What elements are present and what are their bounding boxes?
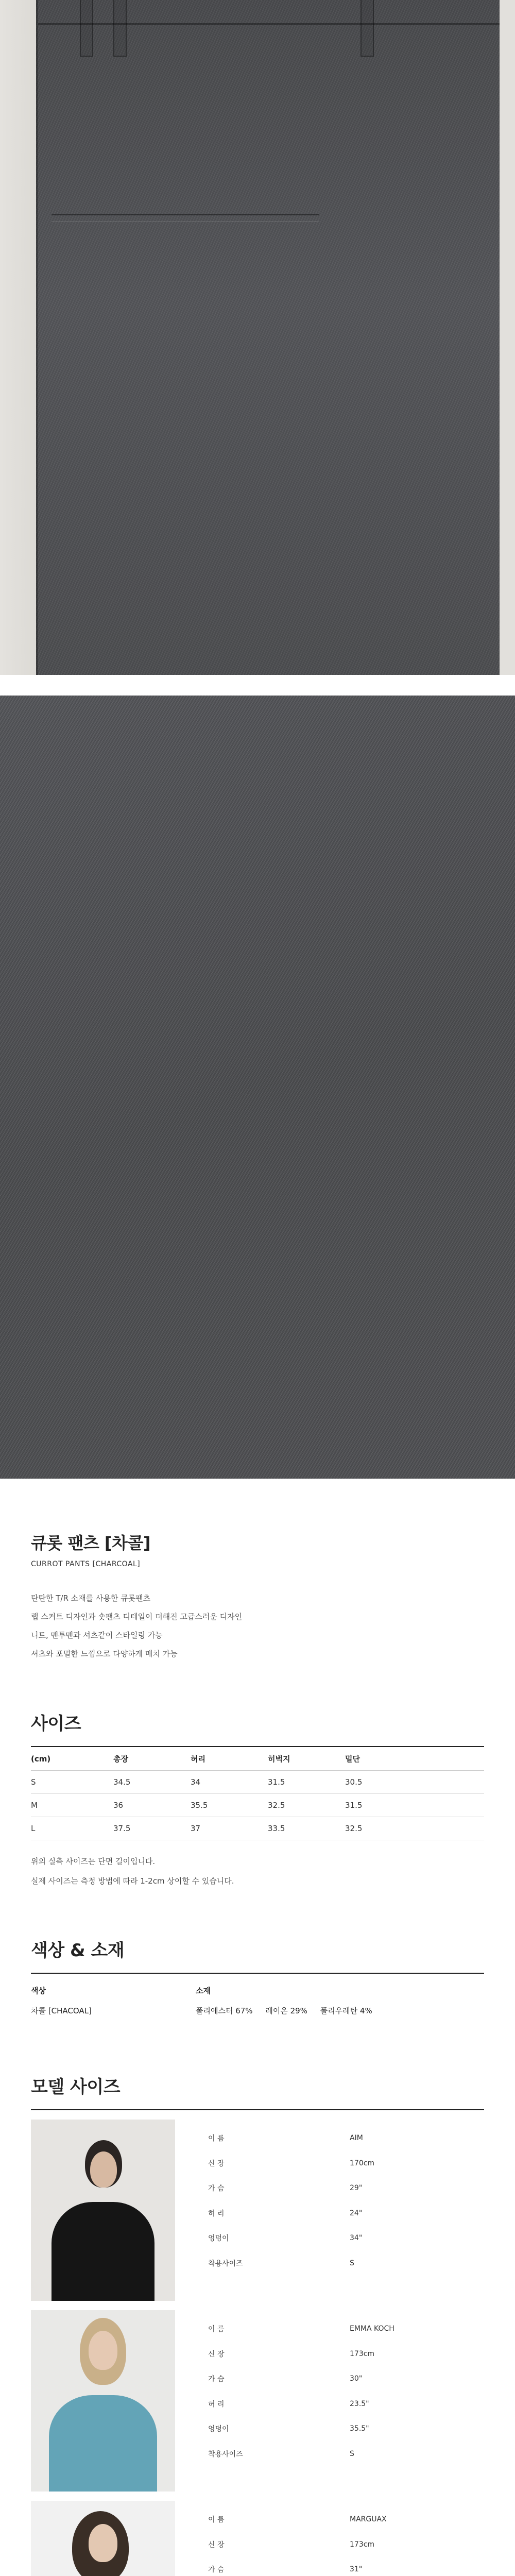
table-header: 히벅지 bbox=[268, 1747, 345, 1771]
label-height: 신 장 bbox=[208, 2540, 225, 2549]
table-cell: 32.5 bbox=[345, 1817, 484, 1840]
model-size: S bbox=[350, 2259, 354, 2267]
description-line: 셔츠와 포멀한 느낌으로 다양하게 매치 가능 bbox=[31, 1649, 178, 1658]
table-cell: M bbox=[31, 1794, 113, 1817]
table-header-row bbox=[31, 1747, 484, 1771]
background-left bbox=[0, 0, 36, 675]
model-chest: 31" bbox=[350, 2565, 363, 2574]
material-values bbox=[196, 2005, 383, 2016]
table-cell: S bbox=[31, 1771, 113, 1794]
label-size: 착용사이즈 bbox=[208, 2259, 243, 2268]
model-chest: 30" bbox=[350, 2375, 363, 2383]
table-header: 총장 bbox=[113, 1747, 191, 1771]
size-table bbox=[31, 1747, 484, 1840]
table-cell: L bbox=[31, 1817, 113, 1840]
table-row bbox=[31, 1794, 484, 1817]
product-name: 큐롯 팬츠 [차콜] bbox=[31, 1533, 151, 1553]
table-cell: 31.5 bbox=[345, 1794, 484, 1817]
model-size: S bbox=[350, 2449, 354, 2458]
color-material-values bbox=[31, 2005, 484, 2016]
table-row bbox=[31, 1817, 484, 1840]
divider bbox=[31, 2109, 484, 2110]
label-chest: 가 슴 bbox=[208, 2375, 225, 2384]
model-info bbox=[208, 2310, 484, 2492]
model-info bbox=[208, 2120, 484, 2301]
table-cell: 37 bbox=[191, 1817, 268, 1840]
color-material-section bbox=[31, 1936, 484, 2016]
model-photo bbox=[31, 2120, 175, 2301]
table-cell: 32.5 bbox=[268, 1794, 345, 1817]
model-card bbox=[31, 2501, 484, 2576]
belt-loop bbox=[80, 0, 93, 57]
label-height: 신 장 bbox=[208, 2159, 225, 2168]
size-section bbox=[31, 1709, 484, 1891]
model-name: AIM bbox=[350, 2134, 363, 2143]
fabric-closeup-photo bbox=[0, 696, 515, 1479]
label-chest: 가 슴 bbox=[208, 2184, 225, 2193]
material-item: 폴리우레탄 4% bbox=[320, 2006, 372, 2015]
material-label: 소재 bbox=[196, 1986, 211, 1995]
size-title: 사이즈 bbox=[31, 1714, 81, 1734]
model-hip: 35.5" bbox=[350, 2425, 369, 2433]
product-info bbox=[0, 1530, 515, 2576]
model-face bbox=[89, 2524, 117, 2562]
belt-loop bbox=[360, 0, 374, 57]
description-line: 탄탄한 T/R 소재를 사용한 큐롯팬츠 bbox=[31, 1594, 151, 1603]
product-name-en: CURROT PANTS [CHARCOAL] bbox=[31, 1560, 141, 1568]
table-cell: 36 bbox=[113, 1794, 191, 1817]
label-hip: 엉덩이 bbox=[208, 2234, 229, 2243]
model-name: EMMA KOCH bbox=[350, 2325, 394, 2333]
table-cell: 34 bbox=[191, 1771, 268, 1794]
note-line: 실제 사이즈는 측정 방법에 따라 1-2cm 상이할 수 있습니다. bbox=[31, 1876, 234, 1886]
label-size: 착용사이즈 bbox=[208, 2450, 243, 2459]
table-cell: 35.5 bbox=[191, 1794, 268, 1817]
table-cell: 33.5 bbox=[268, 1817, 345, 1840]
color-value: 차콜 [CHACOAL] bbox=[31, 2006, 92, 2015]
model-photo bbox=[31, 2310, 175, 2492]
product-description bbox=[31, 1589, 484, 1663]
model-photo bbox=[31, 2501, 175, 2576]
table-cell: 31.5 bbox=[268, 1771, 345, 1794]
table-cell: 37.5 bbox=[113, 1817, 191, 1840]
side-seam bbox=[36, 0, 38, 675]
model-card bbox=[31, 2120, 484, 2301]
belt-loop bbox=[113, 0, 127, 57]
divider bbox=[31, 1973, 484, 1974]
description-line: 랩 스커트 디자인과 숏팬츠 디테일이 더해진 고급스러운 디자인 bbox=[31, 1612, 243, 1621]
color-material-header bbox=[31, 1985, 484, 1996]
material-item: 레이온 29% bbox=[265, 2006, 307, 2015]
welt-pocket bbox=[52, 214, 319, 222]
color-material-table bbox=[31, 1985, 484, 2016]
label-waist: 허 리 bbox=[208, 2400, 225, 2409]
model-card bbox=[31, 2310, 484, 2492]
label-hip: 엉덩이 bbox=[208, 2425, 229, 2434]
model-height: 173cm bbox=[350, 2540, 375, 2549]
material-item: 폴리에스터 67% bbox=[196, 2006, 253, 2015]
model-hip: 34" bbox=[350, 2234, 363, 2243]
model-face bbox=[90, 2151, 117, 2188]
model-size-title: 모델 사이즈 bbox=[31, 2077, 121, 2097]
table-cell: 30.5 bbox=[345, 1771, 484, 1794]
product-detail-photo bbox=[0, 0, 515, 675]
label-name: 이 름 bbox=[208, 2516, 225, 2524]
model-height: 170cm bbox=[350, 2159, 375, 2167]
model-chest: 29" bbox=[350, 2184, 363, 2193]
model-waist: 24" bbox=[350, 2209, 363, 2217]
description-line: 니트, 맨투맨과 셔츠같이 스타일링 가능 bbox=[31, 1631, 163, 1640]
table-header: (cm) bbox=[31, 1747, 113, 1771]
color-label: 색상 bbox=[31, 1986, 46, 1995]
table-cell: 34.5 bbox=[113, 1771, 191, 1794]
label-height: 신 장 bbox=[208, 2350, 225, 2359]
model-height: 173cm bbox=[350, 2349, 375, 2358]
size-notes bbox=[31, 1852, 484, 1891]
model-top bbox=[52, 2202, 154, 2301]
model-waist: 23.5" bbox=[350, 2399, 369, 2408]
label-chest: 가 슴 bbox=[208, 2566, 225, 2574]
waistband bbox=[38, 0, 500, 25]
table-header: 밑단 bbox=[345, 1747, 484, 1771]
label-name: 이 름 bbox=[208, 2325, 225, 2334]
label-name: 이 름 bbox=[208, 2134, 225, 2143]
model-name: MARGUAX bbox=[350, 2515, 387, 2524]
label-waist: 허 리 bbox=[208, 2209, 225, 2218]
background-right bbox=[500, 0, 515, 675]
table-header: 허리 bbox=[191, 1747, 268, 1771]
note-line: 위의 실측 사이즈는 단면 길이입니다. bbox=[31, 1857, 156, 1866]
model-top bbox=[49, 2395, 157, 2492]
color-material-title: 색상 & 소재 bbox=[31, 1940, 125, 1961]
model-info bbox=[208, 2501, 484, 2576]
model-face bbox=[89, 2331, 117, 2370]
table-row bbox=[31, 1771, 484, 1794]
model-size-section bbox=[31, 2073, 484, 2576]
